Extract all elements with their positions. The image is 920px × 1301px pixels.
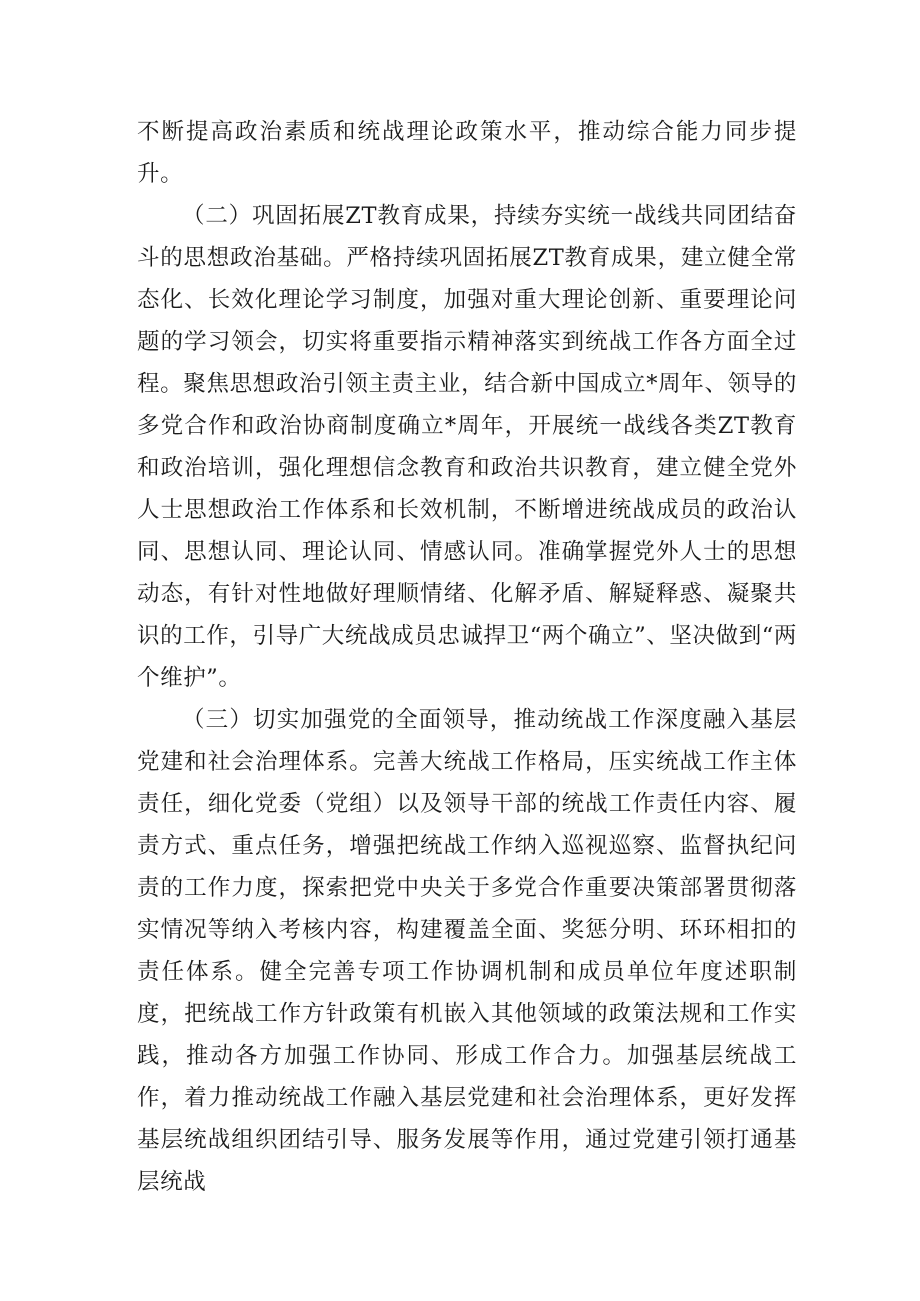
paragraph-section-two: （二）巩固拓展ZT教育成果，持续夯实统一战线共同团结奋斗的思想政治基础。严格持续巩固拓展ZT教育成果，建立健全常态化、长效化理论学习制度，加强对重大理论创新、重要理论问题的学习领会，切实将重要指示精神落实到统战工作各方面全过程。聚焦思想政治引领主责主业，结合新中国成立*周年、领导的多党合作和政治协商制度确立*周年，开展统一战线各类ZT教育和政治培训，强化理想信念教育和政治共识教育，建立健全党外人士思想政治工作体系和长效机制，不断增进统战成员的政治认同、思想认同、理论认同、情感认同。准确掌握党外人士的思想动态，有针对性地做好理顺情绪、化解矛盾、解疑释惑、凝聚共识的工作，引导广大统战成员忠诚捍卫“两个确立”、坚决做到“两个维护”。 <box>137 203 798 691</box>
paragraph-section-three: （三）切实加强党的全面领导，推动统战工作深度融入基层党建和社会治理体系。完善大统战工作格局，压实统战工作主体责任，细化党委（党组）以及领导干部的统战工作责任内容、履责方式、重点任务，增强把统战工作纳入巡视巡察、监督执纪问责的工作力度，探索把党中央关于多党合作重要决策部署贯彻落实情况等纳入考核内容，构建覆盖全面、奖惩分明、环环相扣的责任体系。健全完善专项工作协调机制和成员单位年度述职制度，把统战工作方针政策有机嵌入其他领域的政策法规和工作实践，推动各方加强工作协同、形成工作合力。加强基层统战工作，着力推动统战工作融入基层党建和社会治理体系，更好发挥基层统战组织团结引导、服务发展等作用，通过党建引领打通基层统战 <box>137 707 797 1195</box>
paragraph-closing-line: 不断提高政治素质和统战理论政策水平，推动综合能力同步提升。 <box>137 119 797 187</box>
document-body <box>137 111 797 1203</box>
